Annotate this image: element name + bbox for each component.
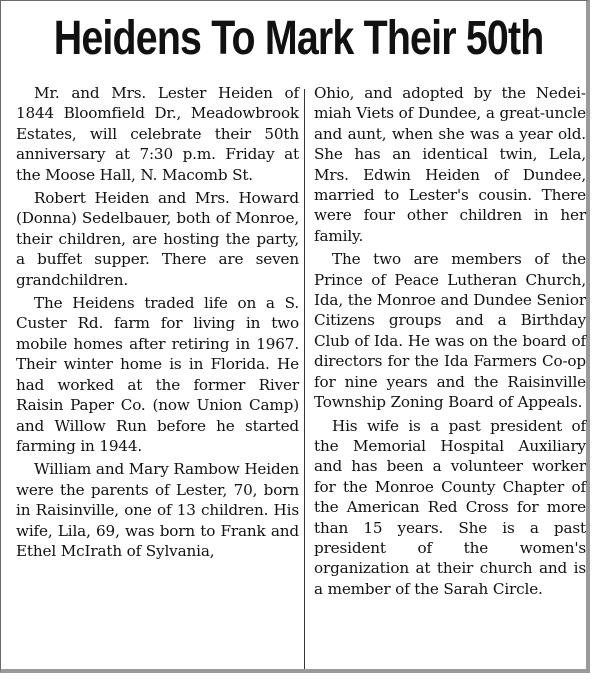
column-divider xyxy=(304,89,305,669)
paragraph-party-hosts: Robert Heiden and Mrs. Howard (Donna) Sedelbauer, both of Monroe, their children, are hosting the party, a buffet supper. There are seven grandchildren. xyxy=(16,189,299,289)
paragraph-retirement: The Heidens traded life on a S. Custer Rd. farm for living in two mobile homes after retiring in 1967. Their winter home is in Florida. He had worked at the former River Raisin Paper Co. (now Union Camp) and Willow Run before he started farming in 1944. xyxy=(16,294,299,455)
paragraph-volunteer-work: His wife is a past president of the Memorial Hospital Auxiliary and has been a volunteer worker for the Monroe County Chapter of the American Red Cross for more than 15 years. She is a past president of the women's organization at their church and is a member of the Sarah Circle. xyxy=(314,416,586,598)
paragraph-anniversary: Mr. and Mrs. Lester Heiden of 1844 Bloomfield Dr., Meadowbrook Estates, will celebrate their 50th anniversary at 7:30 p.m. Friday at the Moose Hall, N. Macomb St. xyxy=(16,84,299,184)
headline: Heidens To Mark Their 50th xyxy=(53,12,544,65)
right-column xyxy=(314,83,586,599)
paragraph-memberships: The two are members of the Prince of Peace Lutheran Church, Ida, the Monroe and Dundee Senior Citizens groups and a Birthday Club of Ida. He was on the board of directors for the Ida Farmers Co-op for nine years and the Raisinville Township Zoning Board of Appeals. xyxy=(314,250,586,412)
paragraph-parents: William and Mary Rambow Heiden were the parents of Lester, 70, born in Raisinville, one of 13 children. His wife, Lila, 69, was born to Frank and Ethel McIrath of Sylvania, xyxy=(16,460,299,560)
left-column xyxy=(16,83,299,561)
paragraph-adoption: Ohio, and adopted by the Nedeimiah Viets of Dundee, a great-uncle and aunt, when she was a year old. She has an identical twin, Lela, Mrs. Edwin Heiden of Dundee, married to Lester's cousin. There were four other children in her family. xyxy=(314,84,586,245)
